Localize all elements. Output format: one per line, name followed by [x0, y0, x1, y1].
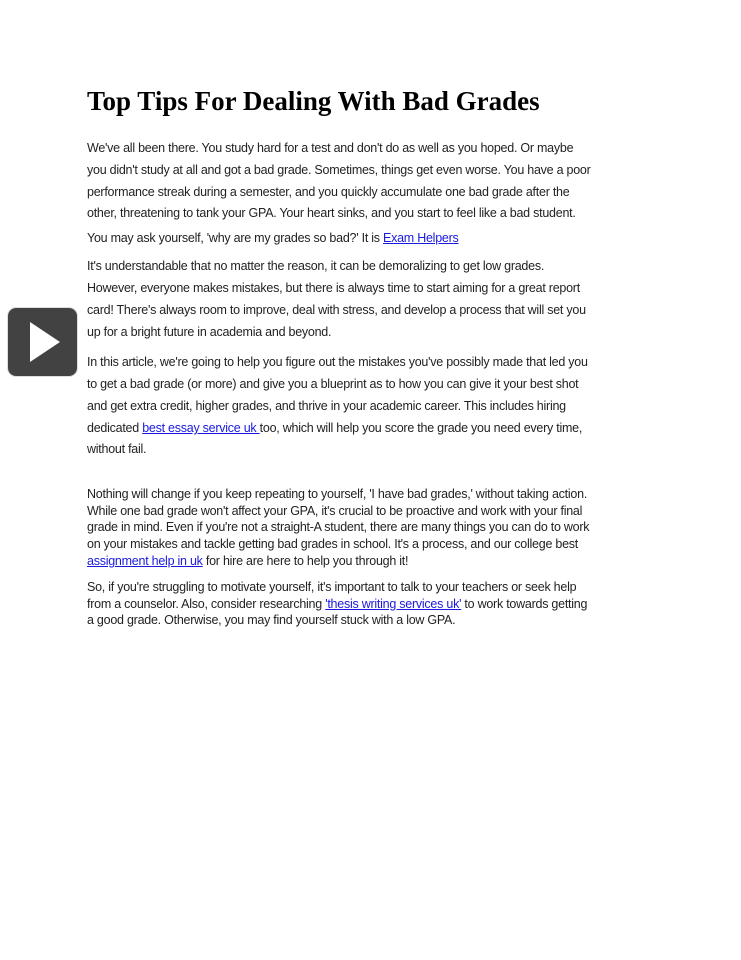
text-line: Nothing will change if you keep repeating to yourself, 'I have bad grades,' without taking action.	[87, 487, 588, 501]
text-line: grade in mind. Even if you're not a straight-A student, there are many things you can do to work	[87, 520, 590, 534]
page-title: Top Tips For Dealing With Bad Grades	[87, 86, 540, 116]
thesis-writing-link[interactable]: 'thesis writing services uk'	[325, 597, 462, 611]
text-line	[87, 230, 459, 246]
text-segment: for hire are here to help you through it!	[202, 554, 409, 568]
text-line: In this article, we're going to help you figure out the mistakes you've possibly made that led you	[87, 355, 588, 369]
text-line: We've all been there. You study hard for a test and don't do as well as you hoped. Or maybe	[87, 141, 574, 155]
text-line: It's understandable that no matter the reason, it can be demoralizing to get low grades.	[87, 259, 545, 273]
assignment-help-link[interactable]: assignment help in uk	[87, 554, 203, 568]
text-line	[87, 596, 587, 612]
text-line: on your mistakes and tackle getting bad grades in school. It's a process, and our college best	[87, 537, 578, 551]
text-segment: You may ask yourself, 'why are my grades so bad?' It is	[87, 231, 384, 245]
text-line: and get extra credit, higher grades, and thrive in your academic career. This includes hiring	[87, 399, 566, 413]
text-line: However, everyone makes mistakes, but there is always time to start aiming for a great report	[87, 281, 580, 295]
best-essay-service-link[interactable]: best essay service uk	[142, 421, 260, 435]
text-line	[87, 420, 582, 436]
text-segment: dedicated	[87, 421, 143, 435]
play-video-button[interactable]	[8, 308, 77, 376]
text-line	[87, 553, 408, 569]
exam-helpers-link[interactable]: Exam Helpers	[383, 231, 459, 245]
text-line: without fail.	[87, 442, 147, 456]
text-segment: to work towards getting	[461, 597, 588, 611]
text-line: performance streak during a semester, and you quickly accumulate one bad grade after the	[87, 185, 570, 199]
play-icon	[8, 308, 77, 376]
text-line: to get a bad grade (or more) and give you a blueprint as to how you can give it your best shot	[87, 377, 579, 391]
text-line: a good grade. Otherwise, you may find yourself stuck with a low GPA.	[87, 613, 456, 627]
text-line: While one bad grade won't affect your GPA, it's crucial to be proactive and work with your final	[87, 504, 583, 518]
text-line: you didn't study at all and got a bad grade. Sometimes, things get even worse. You have a poor	[87, 163, 591, 177]
text-line: other, threatening to tank your GPA. Your heart sinks, and you start to feel like a bad student.	[87, 206, 576, 220]
text-segment: too, which will help you score the grade you need every time,	[259, 421, 583, 435]
text-line: So, if you're struggling to motivate yourself, it's important to talk to your teachers or seek help	[87, 580, 577, 594]
text-segment: from a counselor. Also, consider researching	[87, 597, 326, 611]
text-line: card! There's always room to improve, deal with stress, and develop a process that will set you	[87, 303, 586, 317]
text-line: up for a bright future in academia and beyond.	[87, 325, 332, 339]
